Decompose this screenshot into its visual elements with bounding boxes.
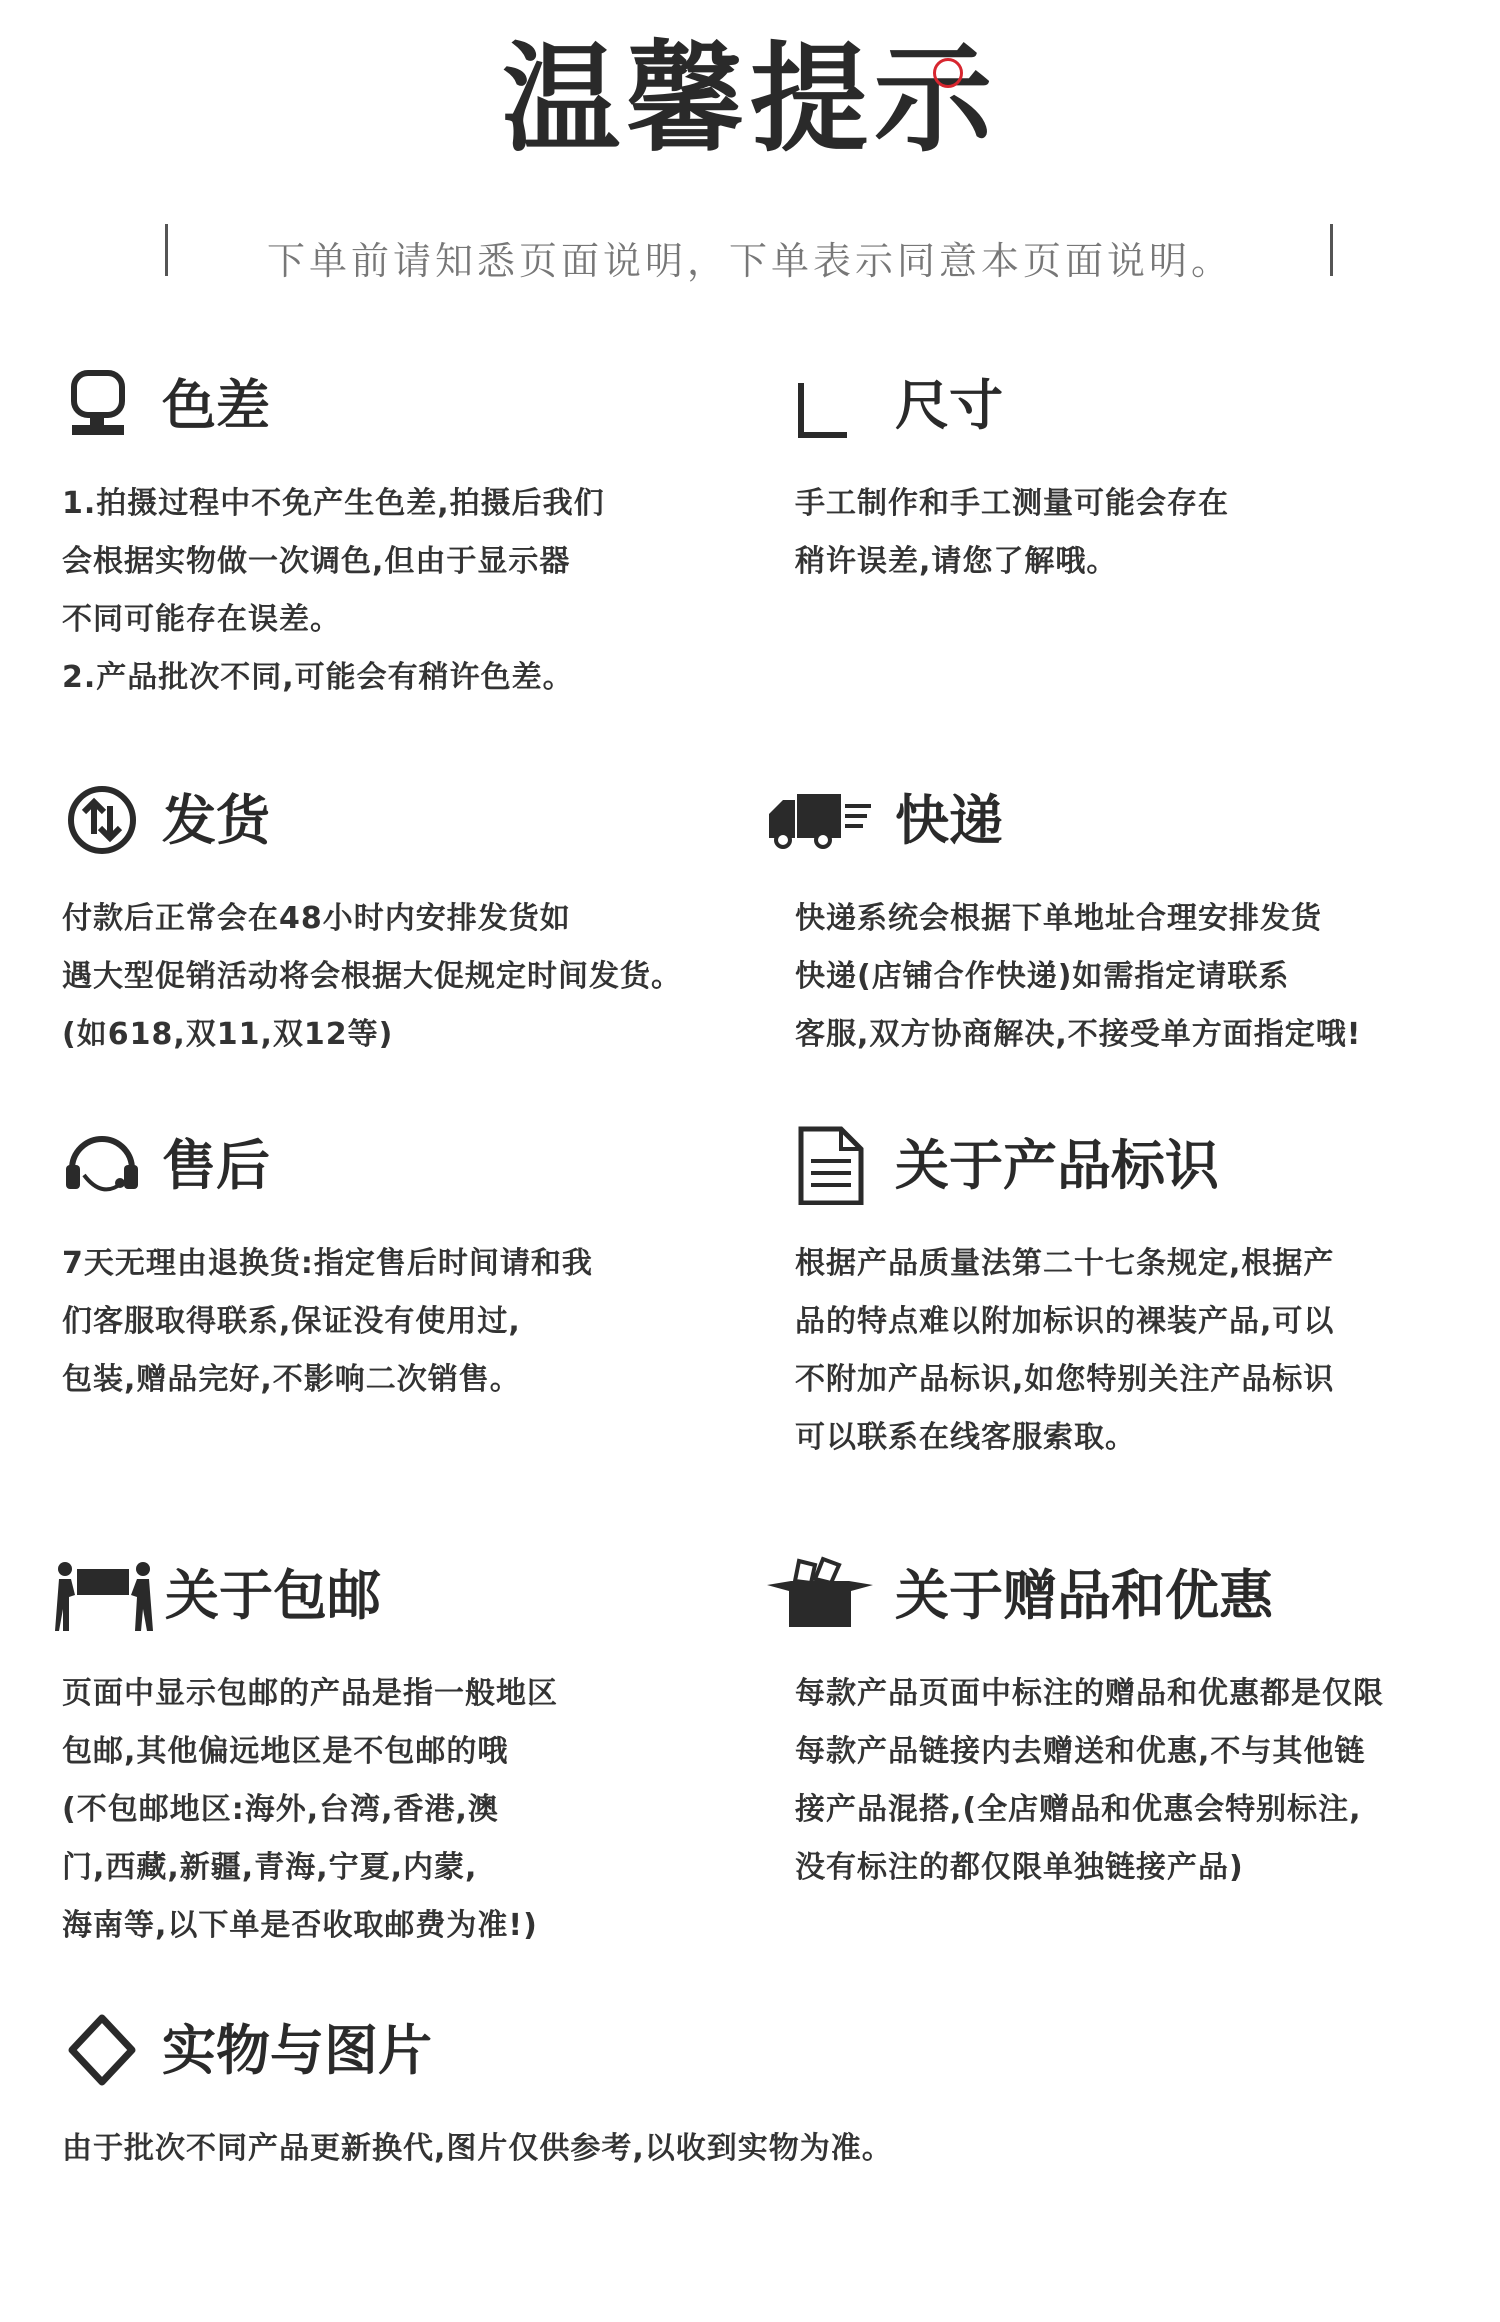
text-line: 快递(店铺合作快递)如需指定请联系 — [795, 959, 1290, 994]
text-line: 品的特点难以附加标识的裸装产品,可以 — [795, 1304, 1335, 1339]
text-line: 会根据实物做一次调色,但由于显示器 — [62, 544, 571, 579]
section-title: 关于赠品和优惠 — [895, 1563, 1273, 1627]
subtitle-bar — [0, 222, 1500, 283]
subtitle-right-divider — [1330, 224, 1333, 276]
text-line: 手工制作和手工测量可能会存在 — [795, 486, 1229, 521]
diamond-icon — [62, 2010, 142, 2090]
headset-icon — [62, 1125, 142, 1205]
monitor-icon — [62, 365, 142, 445]
section-title: 实物与图片 — [162, 2018, 432, 2082]
page-subtitle: 下单前请知悉页面说明，下单表示同意本页面说明。 — [266, 239, 1233, 283]
section-body — [62, 2120, 893, 2178]
section-body — [62, 890, 682, 1064]
section-real-item — [62, 2010, 893, 2178]
section-body — [55, 1665, 558, 1955]
text-line: 接产品混搭,(全店赠品和优惠会特别标注, — [795, 1792, 1362, 1827]
text-line: 稍许误差,请您了解哦。 — [795, 544, 1118, 579]
section-shipping — [62, 780, 682, 1064]
text-line: 快递系统会根据下单地址合理安排发货 — [795, 901, 1322, 936]
text-line: (如618,双11,双12等) — [62, 1017, 394, 1052]
title-accent-circle — [933, 58, 963, 88]
text-line: 们客服取得联系,保证没有使用过, — [62, 1304, 521, 1339]
text-line: 包邮,其他偏远地区是不包邮的哦 — [62, 1734, 509, 1769]
section-gifts — [765, 1555, 1384, 1897]
section-body — [795, 475, 1229, 591]
section-title: 售后 — [162, 1133, 270, 1197]
text-line: 包装,赠品完好,不影响二次销售。 — [62, 1362, 521, 1397]
section-title: 快递 — [895, 788, 1003, 852]
section-color-difference — [62, 365, 605, 707]
text-line: (不包邮地区:海外,台湾,香港,澳 — [62, 1792, 499, 1827]
text-line: 由于批次不同产品更新换代,图片仅供参考,以收到实物为准。 — [62, 2131, 893, 2166]
text-line: 2.产品批次不同,可能会有稍许色差。 — [62, 660, 574, 695]
text-line: 页面中显示包邮的产品是指一般地区 — [62, 1676, 558, 1711]
text-line: 没有标注的都仅限单独链接产品) — [795, 1850, 1244, 1885]
section-free-shipping — [55, 1555, 558, 1955]
section-title: 色差 — [162, 373, 270, 437]
text-line: 付款后正常会在48小时内安排发货如 — [62, 901, 571, 936]
text-line: 每款产品页面中标注的赠品和优惠都是仅限 — [795, 1676, 1384, 1711]
text-line: 海南等,以下单是否收取邮费为准!) — [62, 1908, 538, 1943]
section-title: 尺寸 — [895, 373, 1003, 437]
section-body — [795, 1235, 1334, 1467]
text-line: 7天无理由退换货:指定售后时间请和我 — [62, 1246, 593, 1281]
text-line: 门,西藏,新疆,青海,宁夏,内蒙, — [62, 1850, 478, 1885]
text-line: 遇大型促销活动将会根据大促规定时间发货。 — [62, 959, 682, 994]
text-line: 不附加产品标识,如您特别关注产品标识 — [795, 1362, 1335, 1397]
text-line: 不同可能存在误差。 — [62, 602, 341, 637]
text-line: 每款产品链接内去赠送和优惠,不与其他链 — [795, 1734, 1366, 1769]
text-line: 根据产品质量法第二十七条规定,根据产 — [795, 1246, 1335, 1281]
section-size — [795, 365, 1229, 591]
section-body — [765, 890, 1361, 1064]
page-title: 温馨提示 — [501, 29, 998, 168]
porters-icon — [55, 1555, 155, 1635]
section-product-label — [795, 1125, 1334, 1467]
ruler-icon — [795, 365, 875, 445]
section-express — [765, 780, 1361, 1064]
section-body — [765, 1665, 1384, 1897]
delivery-truck-icon — [765, 780, 875, 860]
section-body — [62, 1235, 593, 1409]
text-line: 1.拍摄过程中不免产生色差,拍摄后我们 — [62, 486, 605, 521]
document-icon — [795, 1125, 875, 1205]
section-title: 发货 — [162, 788, 270, 852]
section-after-sales — [62, 1125, 593, 1409]
section-title: 关于包邮 — [165, 1563, 381, 1627]
text-line: 可以联系在线客服索取。 — [795, 1420, 1136, 1455]
refresh-arrows-icon — [62, 780, 142, 860]
section-title: 关于产品标识 — [895, 1133, 1219, 1197]
text-line: 客服,双方协商解决,不接受单方面指定哦! — [795, 1017, 1362, 1052]
section-body — [62, 475, 605, 707]
gift-box-icon — [765, 1555, 875, 1635]
